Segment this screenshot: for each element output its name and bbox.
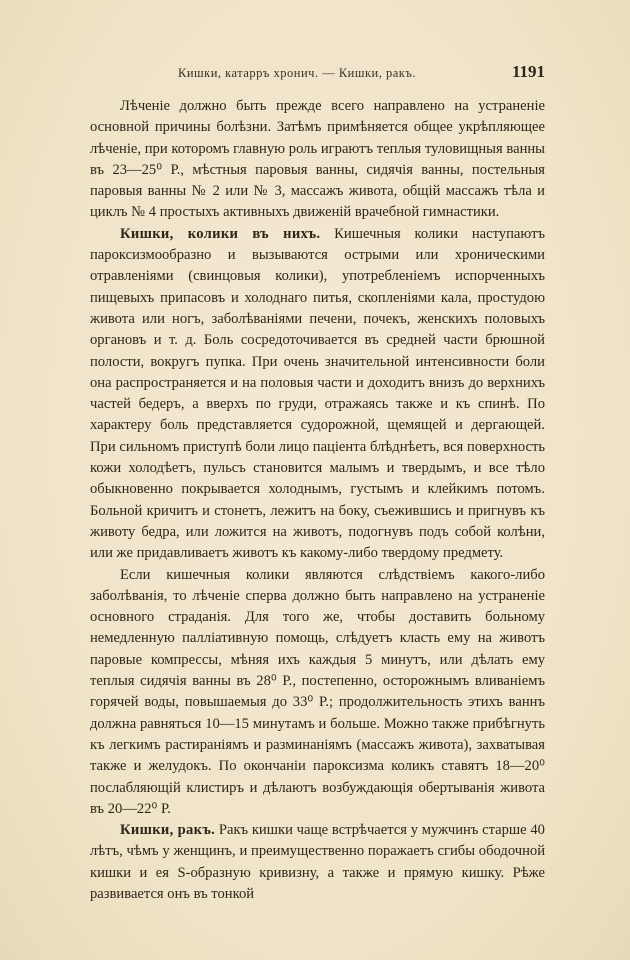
paragraph-text: Если кишечныя колики являются слѣдствіемъ какого-либо заболѣванія, то лѣченіе сперва должно быть направлено на устраненіе основного страданія. Для того же, чтобы доставить больному немедленную палліативную помощь, слѣдуетъ класть ему на животъ паровые компрессы, мѣняя ихъ каждыя 5 минутъ, или дѣлать ему теплыя сидячія ванны въ 28⁰ Р., постепенно, осторожнымъ вливаніемъ горячей воды, повышаемыя до 33⁰ Р.; продолжительность этихъ ваннъ должна равняться 10—15 минутамъ и больше. Можно также прибѣгнуть къ легкимъ растираніямъ и разминаніямъ (массажъ живота), захватывая также и желудокъ. По окончаніи пароксизма коликъ ставятъ 18—20⁰ послабляющій клистиръ и дѣлаютъ возбуждающія обертыванія живота въ 20—22⁰ Р. (90, 566, 545, 817)
paragraph-text: Кишечныя колики наступаютъ пароксизмообразно и вызываются острыми или хроническими отравленіями (свинцовыя колики), употребленіемъ испорченныхъ пищевыхъ припасовъ и холоднаго питья, скопленіями кала, простудою живота или ногъ, заболѣваніями печени, почекъ, женскихъ половыхъ органовъ и т. д. Боль сосредоточивается въ средней части брюшной полости, вокругъ пупка. При очень значительной интенсивности боли она распространяется и на половыя части и доходитъ внизъ до верхнихъ частей бедеръ, а вверхъ по груди, отражаясь также и къ спинѣ. По характеру боль представляется судорожной, щемящей и дергающей. При сильномъ приступѣ боли лицо паціента блѣднѣетъ, вся поверхность кожи холодѣетъ, пульсъ становится малымъ и твердымъ, и все тѣло обыкновенно покрывается холоднымъ, густымъ и клейкимъ потомъ. Больной кричитъ и стонетъ, лежитъ на боку, съежившись и пригнувъ къ животу бедра, или ложится на животъ, подогнувъ подъ собой колѣни, или же придавливаетъ животъ къ какому-либо твердому предмету. (90, 225, 546, 562)
section-heading-colic: Кишки, колики въ нихъ. (120, 225, 321, 242)
body-text (90, 96, 545, 905)
paragraph-colic-treatment (90, 565, 545, 821)
page-header (90, 62, 545, 86)
running-head: Кишки, катарръ хронич. — Кишки, ракъ. (178, 66, 416, 80)
paragraph-intestinal-colic (90, 224, 545, 565)
paragraph-intestinal-cancer (90, 820, 545, 905)
section-heading-cancer: Кишки, ракъ. (120, 822, 216, 839)
page-number: 1191 (511, 62, 545, 81)
paragraph-treatment (90, 96, 545, 224)
paragraph-text: Ракъ кишки чаще встрѣчается у мужчинъ старше 40 лѣтъ, чѣмъ у женщинъ, и преимущественно поражаетъ сгибы ободочной кишки и ея S-образную кривизну, а также и прямую кишку. Рѣже развивается онъ въ тонкой (90, 822, 545, 902)
paragraph-text: Лѣченіе должно быть прежде всего направлено на устраненіе основной причины болѣзни. Затѣмъ примѣняется общее укрѣпляющее лѣченіе, при которомъ главную роль играютъ теплыя туловищныя ванны въ 23—25⁰ Р., мѣстныя паровыя ванны, сидячія ванны, постельныя паровыя ванны № 2 или № 3, массажъ живота, общій массажъ тѣла и циклъ № 4 простыхъ активныхъ движеній врачебной гимнастики. (90, 98, 545, 221)
